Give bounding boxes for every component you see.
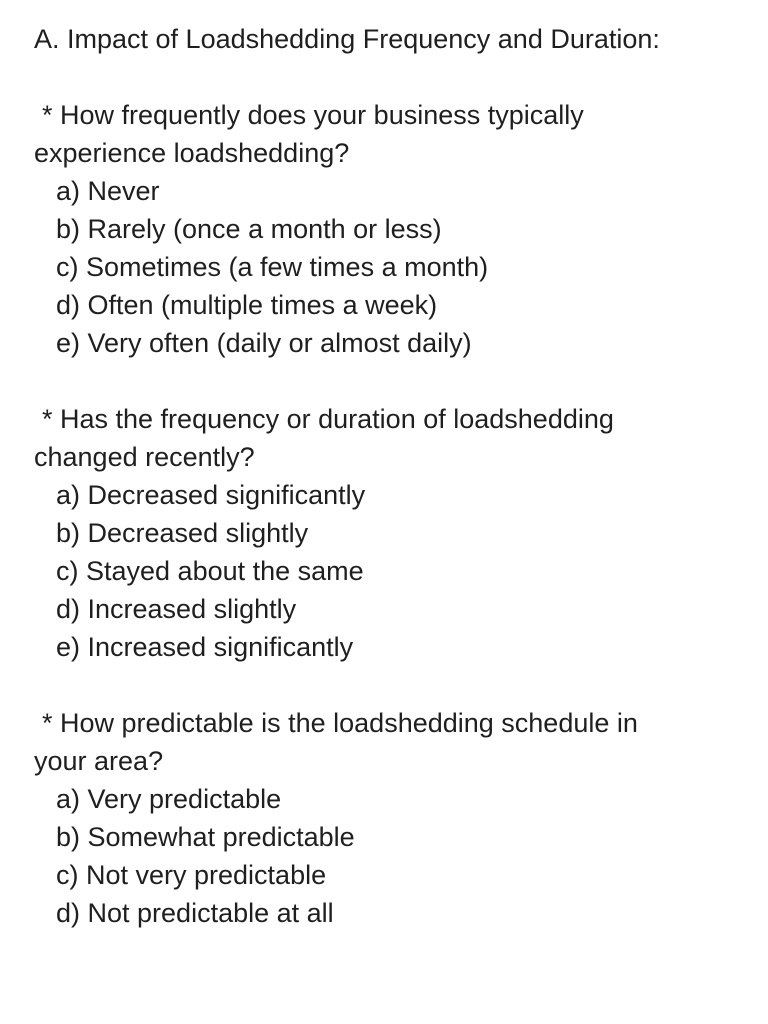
option-item: b) Somewhat predictable xyxy=(56,822,355,852)
question-text xyxy=(34,704,734,780)
option-item: d) Often (multiple times a week) xyxy=(56,290,438,320)
question-text xyxy=(34,400,734,476)
question-line-1: * Has the frequency or duration of loadshedding xyxy=(42,404,614,434)
option-item: e) Increased significantly xyxy=(56,632,354,662)
question-text xyxy=(34,96,734,172)
option-item: c) Sometimes (a few times a month) xyxy=(56,252,489,282)
question-line-2: experience loadshedding? xyxy=(34,138,350,168)
question-line-1: * How predictable is the loadshedding schedule in xyxy=(42,708,638,738)
question-line-2: your area? xyxy=(34,746,164,776)
option-item: a) Very predictable xyxy=(56,784,282,814)
section-title: A. Impact of Loadshedding Frequency and Duration: xyxy=(34,24,660,54)
option-item: d) Increased slightly xyxy=(56,594,297,624)
option-item: b) Rarely (once a month or less) xyxy=(56,214,442,244)
option-item: a) Decreased significantly xyxy=(56,480,366,510)
question-frequency xyxy=(34,96,734,362)
option-item: d) Not predictable at all xyxy=(56,898,334,928)
question-line-1: * How frequently does your business typically xyxy=(42,100,584,130)
option-item: c) Not very predictable xyxy=(56,860,327,890)
question-predictability xyxy=(34,704,734,932)
question-line-2: changed recently? xyxy=(34,442,255,472)
option-item: a) Never xyxy=(56,176,160,206)
option-item: e) Very often (daily or almost daily) xyxy=(56,328,472,358)
question-change xyxy=(34,400,734,666)
option-item: c) Stayed about the same xyxy=(56,556,364,586)
option-item: b) Decreased slightly xyxy=(56,518,309,548)
